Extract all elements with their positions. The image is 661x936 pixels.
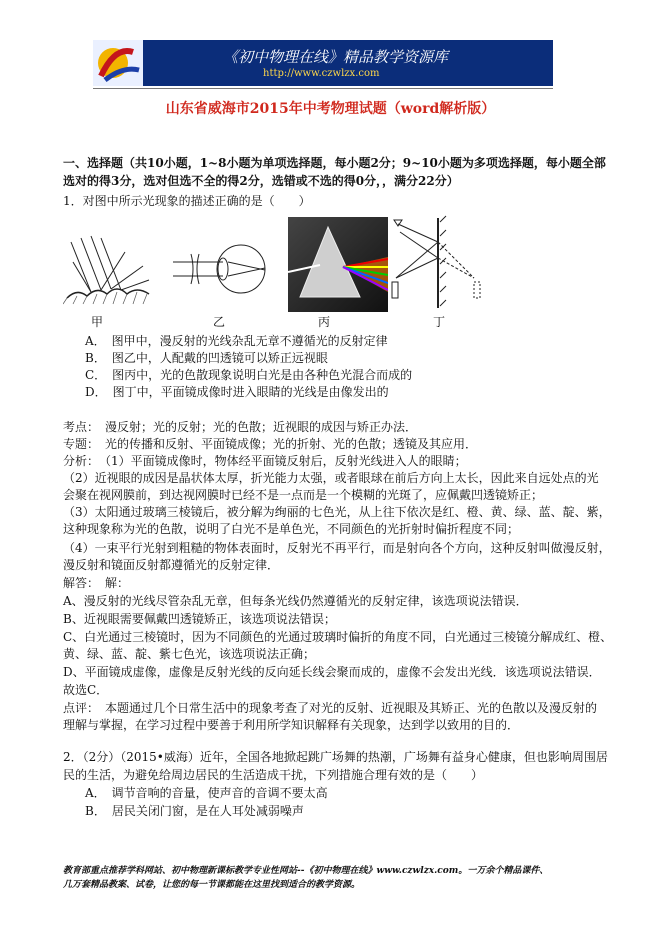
figure-prism — [288, 217, 388, 312]
q1-dianping-1: 点评： 本题通过几个日常生活中的现象考查了对光的反射、近视眼及其矫正、光的色散以及漫反射的 — [63, 701, 598, 715]
q1-jieda-c1: C、白光通过三棱镜时，因为不同颜色的光通过玻璃时偏折的角度不同，白光通过三棱镜分解成红、橙、 — [63, 630, 613, 644]
q1-option-c: C． 图丙中，光的色散现象说明白光是由各种色光混合而成的 — [85, 368, 413, 382]
q1-fenxi-2a: （2）近视眼的成因是晶状体太厚，折光能力太强，或者眼球在前后方向上太长，因此来自远处点的光 — [63, 471, 599, 485]
q2-option-b: B． 居民关闭门窗，是在人耳处减弱噪声 — [85, 804, 304, 818]
site-logo-icon — [93, 40, 143, 86]
header-divider — [93, 88, 553, 89]
figure-plane-mirror — [388, 212, 488, 312]
q1-fenxi-2b: 会聚在视网膜前，到达视网膜时已经不是一点而是一个模糊的光斑了，应佩戴凹透镜矫正； — [63, 488, 544, 502]
footer-line-2: 几万套精品教案、试卷，让您的每一节课都能在这里找到适合的教学资源。 — [63, 880, 361, 890]
question-1-figures — [63, 212, 483, 330]
q1-jieda-d: D、平面镜成虚像，虚像是反射光线的反向延长线会聚而成的，虚像不会发出光线．该选项说法错误． — [63, 665, 601, 679]
banner-url[interactable]: http://www.czwlzx.com — [263, 68, 380, 79]
q1-option-a: A． 图甲中，漫反射的光线杂乱无章不遵循光的反射定律 — [85, 334, 388, 348]
section-heading: 一、选择题（共10小题，1~8小题为单项选择题，每小题2分；9~10小题为多项选择题，每小题全部 — [63, 156, 606, 170]
banner-title: 《初中物理在线》精品教学资源库 — [223, 48, 449, 66]
q1-jieda: 解答： 解： — [63, 576, 130, 590]
document-title: 山东省威海市2015年中考物理试题（word解析版） — [165, 101, 496, 117]
q1-dianping-2: 理解与掌握，在学习过程中要善于利用所学知识解释有关现象，达到学以致用的目的． — [63, 718, 520, 732]
q1-fenxi-4a: （4）一束平行光射到粗糙的物体表面时，反射光不再平行，而是射向各个方向，这种反射叫做漫反射， — [63, 541, 611, 555]
q1-fenxi: 分析： （1）平面镜成像时，物体经平面镜反射后，反射光线进入人的眼睛； — [63, 454, 467, 468]
question-2-stem: 2．（2分）（2015•威海）近年，全国各地掀起跳广场舞的热潮，广场舞有益身心健康，但也影响周围居 — [63, 750, 608, 764]
q2-option-a: A． 调节音响的音量，使声音的音调不要太高 — [85, 786, 328, 800]
header-banner — [93, 40, 553, 86]
q1-jieda-a: A、漫反射的光线尽管杂乱无章，但每条光线仍然遵循光的反射定律，该选项说法错误． — [63, 594, 528, 608]
q1-fenxi-3a: （3）太阳通过玻璃三棱镜后，被分解为绚丽的七色光，从上往下依次是红、橙、黄、绿、蓝、靛、紫， — [63, 505, 611, 519]
figure-label-jia: 甲 — [91, 315, 104, 329]
figure-label-ding: 丁 — [433, 315, 446, 329]
q1-zhuanti: 专题： 光的传播和反射、平面镜成像；光的折射、光的色散；透镜及其应用． — [63, 437, 478, 451]
figure-label-yi: 乙 — [213, 315, 226, 329]
q1-kaodian: 考点： 漫反射；光的反射；光的色散；近视眼的成因与矫正办法． — [63, 420, 418, 434]
q1-fenxi-4b: 漫反射和镜面反射都遵循光的反射定律． — [63, 558, 280, 572]
figure-diffuse-reflection — [63, 232, 153, 312]
q1-answer: 故选C． — [63, 683, 109, 697]
section-heading-cont: 选对的得3分，选对但选不全的得2分，选错或不选的得0分，，满分22分） — [63, 174, 459, 188]
q1-option-b: B． 图乙中，人配戴的凹透镜可以矫正远视眼 — [85, 351, 328, 365]
footer-line-1: 教育部重点推荐学科网站、初中物理新课标教学专业性网站--《初中物理在线》www.czwlzx.com。一万余个精品课件、 — [63, 866, 549, 876]
figure-label-bing: 丙 — [318, 315, 331, 329]
q1-fenxi-3b: 这种现象称为光的色散，说明了白光不是单色光，不同颜色的光折射时偏折程度不同； — [63, 522, 520, 536]
q1-jieda-c2: 黄、绿、蓝、靛、紫七色光，该选项说法正确； — [63, 647, 316, 661]
figure-eye-lens — [173, 234, 273, 304]
q1-jieda-b: B、近视眼需要佩戴凹透镜矫正，该选项说法错误； — [63, 612, 336, 626]
q1-option-d: D． 图丁中，平面镜成像时进入眼睛的光线是由像发出的 — [85, 385, 389, 399]
question-1-stem: 1．对图中所示光现象的描述正确的是（ ） — [63, 194, 311, 208]
question-2-stem-cont: 民的生活，为避免给周边居民的生活造成干扰，下列措施合理有效的是（ ） — [63, 768, 484, 782]
